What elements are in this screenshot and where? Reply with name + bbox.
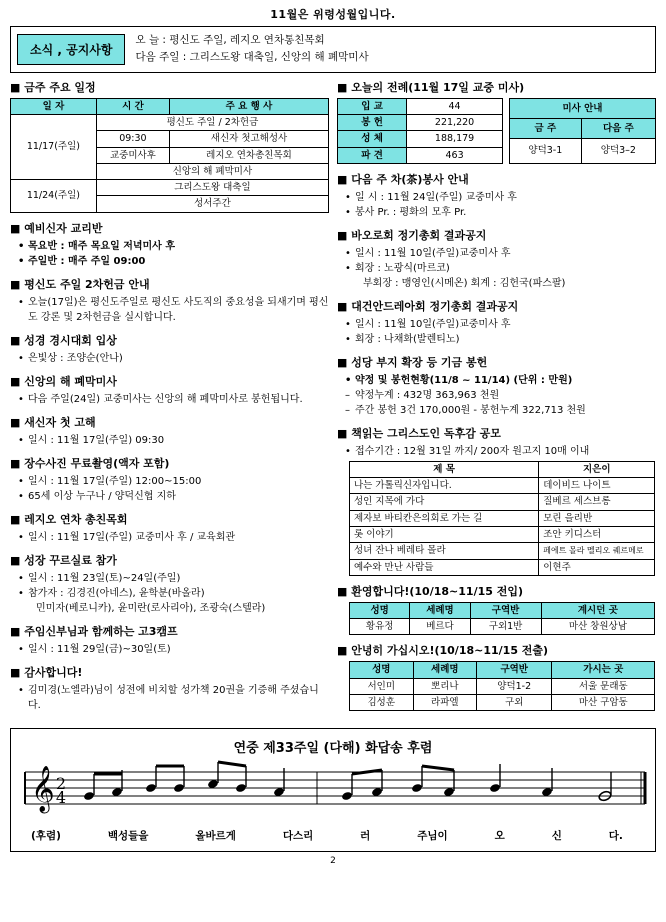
col-baptismal-name: 세례명 xyxy=(410,602,470,618)
section-items xyxy=(345,444,656,459)
book-list-table xyxy=(349,461,655,576)
section-title: ■ 대건안드레아회 정기총회 결과공지 xyxy=(337,298,656,314)
list-item: • 봉사 Pr. : 평화의 모후 Pr. xyxy=(345,205,656,220)
cell-label: 입 교 xyxy=(338,98,407,114)
list-item: 부회장 : 맹영인(시메온) 회계 : 김헌국(파스팔) xyxy=(363,277,566,289)
top-note: 11월은 위령성월입니다. xyxy=(270,8,396,21)
cell-label: 파 견 xyxy=(338,147,407,163)
table-row xyxy=(350,494,655,510)
section-items xyxy=(18,295,329,325)
cell-value: 221,220 xyxy=(407,114,503,130)
section-items xyxy=(345,246,656,291)
section-title: ■ 예비신자 교리반 xyxy=(10,220,329,236)
section-thanks xyxy=(10,664,329,713)
section-items xyxy=(18,239,329,269)
lyric-word: 신 xyxy=(551,829,562,842)
list-item: – 약정누계 : 432명 363,963 천원 xyxy=(345,388,656,403)
col-district: 구역반 xyxy=(470,602,541,618)
farewell-title: ■ 안녕히 가십시오!(10/18~11/15 전출) xyxy=(337,642,656,658)
section-items xyxy=(345,373,656,418)
list-item: – 주간 봉헌 3건 170,000원 - 봉헌누계 322,713 천원 xyxy=(345,403,656,418)
section-title: ■ 책읽는 그리스도인 독후감 공모 xyxy=(337,425,656,441)
list-item: • 목요반 : 매주 목요일 저녁미사 후 xyxy=(18,239,329,254)
section-andrew-assembly xyxy=(337,298,656,347)
table-row xyxy=(11,114,329,130)
content-columns xyxy=(10,79,656,720)
table-row xyxy=(509,118,655,138)
col-destination: 가시는 곳 xyxy=(552,662,655,678)
section-building-fund xyxy=(337,354,656,418)
section-photo-shoot xyxy=(10,455,329,504)
cell-time: 09:30 xyxy=(96,131,169,147)
table-header-row xyxy=(350,602,655,618)
section-second-collection xyxy=(10,276,329,325)
page-number: 2 xyxy=(330,855,336,866)
table-row xyxy=(350,510,655,526)
section-cursillo xyxy=(10,552,329,616)
col-baptismal-name: 세례명 xyxy=(413,662,477,678)
cell-book-title: 성인 지목에 가다 xyxy=(350,494,539,510)
header-lines xyxy=(135,32,368,67)
header-today-value: 평신도 주일, 레지오 연차통친목회 xyxy=(169,34,325,46)
lyrics-row xyxy=(17,826,649,843)
cell-destination: 마산 구암동 xyxy=(552,695,655,711)
section-items xyxy=(345,317,656,347)
cell-header: 다음 주 xyxy=(581,118,655,138)
table-header-row xyxy=(11,98,329,114)
section-title: ■ 신앙의 해 폐막미사 xyxy=(10,373,329,389)
list-item: • 참가자 : 김경진(아네스), 윤학분(바올라) xyxy=(18,586,329,601)
col-name: 성명 xyxy=(350,602,410,618)
section-title: ■ 다음 주 차(茶)봉사 안내 xyxy=(337,171,656,187)
staff-svg xyxy=(17,758,653,826)
right-column xyxy=(337,79,656,719)
table-row xyxy=(350,619,655,635)
treble-clef-icon: 𝄞 xyxy=(31,765,55,812)
section-first-confession xyxy=(10,414,329,448)
col-book-title: 제 목 xyxy=(350,461,539,477)
table-header-row xyxy=(350,662,655,678)
header-today-label: 오 늘 : xyxy=(135,34,166,46)
table-row xyxy=(350,678,655,694)
table-row xyxy=(338,114,503,130)
table-row xyxy=(338,131,503,147)
list-item: • 일시 : 11월 29일(금)~30일(토) xyxy=(18,642,329,657)
section-title: ■ 장수사진 무료촬영(액자 포함) xyxy=(10,455,329,471)
left-column xyxy=(10,79,329,720)
section-legio-meeting xyxy=(10,511,329,545)
cell-book-title: 성녀 잔나 베레타 몰라 xyxy=(350,543,539,559)
lyric-word: 오 xyxy=(494,829,505,842)
lyric-word: 주님이 xyxy=(417,829,448,842)
col-event: 주 요 행 사 xyxy=(169,98,328,114)
cell-value: 188,179 xyxy=(407,131,503,147)
music-score-box xyxy=(10,728,656,852)
section-book-review xyxy=(337,425,656,459)
cell-previous-place: 마산 창원상남 xyxy=(541,619,655,635)
section-tea-service xyxy=(337,171,656,220)
cell-book-title: 나는 가톨릭신자입니다. xyxy=(350,478,539,494)
lyric-word: 러 xyxy=(360,829,371,842)
section-items xyxy=(18,683,329,713)
list-item: • 약정 및 봉헌현황(11/8 ~ 11/14) (단위 : 만원) xyxy=(345,373,656,388)
cell-event: 평신도 주일 / 2차헌금 xyxy=(96,114,328,130)
cell-book-author: 데이비드 나이트 xyxy=(539,478,655,494)
list-item: • 일시 : 11월 10일(주일)교중미사 후 xyxy=(345,246,656,261)
section-items xyxy=(18,474,329,504)
table-row xyxy=(350,543,655,559)
cell-baptismal-name: 라파엘 xyxy=(413,695,477,711)
cell-event: 신앙의 해 폐막미사 xyxy=(96,163,328,179)
section-paul-assembly xyxy=(337,227,656,291)
cell-book-author: 모린 을리반 xyxy=(539,510,655,526)
cell-district: 구외1반 xyxy=(470,619,541,635)
farewell-table xyxy=(349,661,655,711)
cell-district: 구외 xyxy=(477,695,552,711)
col-book-author: 지은이 xyxy=(539,461,655,477)
cell-destination: 서울 문래동 xyxy=(552,678,655,694)
cell-name: 황유정 xyxy=(350,619,410,635)
section-title: ■ 감사합니다! xyxy=(10,664,329,680)
offering-tables xyxy=(337,98,656,164)
farewell-section xyxy=(337,642,656,711)
list-item: • 주일반 : 매주 주일 09:00 xyxy=(18,254,329,269)
table-row xyxy=(338,147,503,163)
mass-guide-title: 미사 안내 xyxy=(509,98,655,118)
list-item: • 은빛상 : 조양순(안나) xyxy=(18,351,329,366)
section-title: ■ 바오로회 정기총회 결과공지 xyxy=(337,227,656,243)
cell-event: 성서주간 xyxy=(96,196,328,212)
col-previous-place: 계시던 곳 xyxy=(541,602,655,618)
header-next-label: 다음 주일 : xyxy=(135,51,187,64)
section-faith-year-closing xyxy=(10,373,329,407)
list-item: • 일시 : 11월 17일(주일) 교중미사 후 / 교육회관 xyxy=(18,530,329,545)
table-row xyxy=(338,98,503,114)
cell-time: 교중미사후 xyxy=(96,147,169,163)
section-items xyxy=(18,433,329,448)
cell-value: 양덕3–2 xyxy=(581,138,655,163)
cell-date: 11/24(주일) xyxy=(11,180,97,213)
mass-guide-table xyxy=(509,98,656,164)
cell-date: 11/17(주일) xyxy=(11,114,97,179)
list-item: • 회장 : 나채화(발렌티노) xyxy=(345,332,656,347)
music-staff xyxy=(17,758,649,826)
today-liturgy-section xyxy=(337,79,656,164)
section-items xyxy=(18,351,329,366)
list-item: 민미자(베로니카), 윤미란(로사리아), 조광숙(스텔라) xyxy=(36,602,266,614)
schedule-title: ■ 금주 주요 일정 xyxy=(10,79,329,95)
list-item: • 일 시 : 11월 24일(주일) 교중미사 후 xyxy=(345,190,656,205)
header-box xyxy=(10,26,656,73)
list-item: • 일시 : 11월 17일(주일) 12:00~15:00 xyxy=(18,474,329,489)
section-items xyxy=(18,530,329,545)
cell-value: 463 xyxy=(407,147,503,163)
lyric-word: 다스리 xyxy=(282,829,314,842)
cell-baptismal-name: 베르다 xyxy=(410,619,470,635)
list-item: • 65세 이상 누구나 / 양덕신협 지하 xyxy=(18,489,329,504)
section-bible-contest xyxy=(10,332,329,366)
col-district: 구역반 xyxy=(477,662,552,678)
schedule-section xyxy=(10,79,329,213)
col-time: 시 간 xyxy=(96,98,169,114)
section-items xyxy=(18,571,329,616)
cell-value: 양덕3-1 xyxy=(509,138,581,163)
offering-table xyxy=(337,98,503,164)
list-item: • 오늘(17일)은 평신도주일로 평신도 사도직의 중요성을 되새기며 평신도 강론 및 2차헌금을 실시합니다. xyxy=(18,295,329,325)
section-title: ■ 레지오 연차 총친목회 xyxy=(10,511,329,527)
section-senior-camp xyxy=(10,623,329,657)
section-items xyxy=(345,190,656,220)
book-list-section xyxy=(337,461,656,576)
cell-name: 김성훈 xyxy=(350,695,414,711)
section-title: ■ 성장 꾸르실료 참가 xyxy=(10,552,329,568)
header-today-row xyxy=(135,32,368,49)
section-catechumen xyxy=(10,220,329,269)
list-item: • 김미경(노엘라)님이 성전에 비치할 성가책 20권을 기증해 주셨습니다. xyxy=(18,683,329,713)
section-title: ■ 성당 부지 확장 등 기금 봉헌 xyxy=(337,354,656,370)
section-title: ■ 새신자 첫 고해 xyxy=(10,414,329,430)
list-item: • 접수기간 : 12월 31일 까지/ 200자 원고지 10매 이내 xyxy=(345,444,656,459)
time-signature-numerator: 2 xyxy=(55,773,67,793)
lyric-refrain-label: (후렴) xyxy=(31,829,61,842)
music-title: 연중 제33주일 (다해) 화답송 후렴 xyxy=(233,740,433,756)
cell-event: 그리스도왕 대축일 xyxy=(96,180,328,196)
cell-book-title: 예수와 만난 사람들 xyxy=(350,559,539,575)
schedule-table xyxy=(10,98,329,213)
table-header-row xyxy=(350,461,655,477)
section-title: ■ 평신도 주일 2차헌금 안내 xyxy=(10,276,329,292)
cell-book-author: 조안 키디스터 xyxy=(539,527,655,543)
welcome-title: ■ 환영합니다!(10/18~11/15 전입) xyxy=(337,583,656,599)
table-row xyxy=(11,180,329,196)
cell-book-author: 이현주 xyxy=(539,559,655,575)
table-row xyxy=(509,98,655,118)
table-row xyxy=(509,138,655,163)
section-title: ■ 주임신부님과 함께하는 고3캠프 xyxy=(10,623,329,639)
cell-book-author: 질베르 세스브롱 xyxy=(539,494,655,510)
cell-book-title: 롯 이야기 xyxy=(350,527,539,543)
welcome-table xyxy=(349,602,655,636)
today-liturgy-title: ■ 오늘의 전례(11월 17일 교중 미사) xyxy=(337,79,656,95)
cell-value: 44 xyxy=(407,98,503,114)
col-date: 일 자 xyxy=(11,98,97,114)
cell-event: 새신자 첫고해성사 xyxy=(169,131,328,147)
table-row xyxy=(350,559,655,575)
header-next-value: 그리스도왕 대축일, 신앙의 해 폐막미사 xyxy=(189,51,369,64)
cell-district: 양덕1-2 xyxy=(477,678,552,694)
time-signature-denominator: 4 xyxy=(55,787,67,807)
section-title: ■ 성경 경시대회 입상 xyxy=(10,332,329,348)
list-item: • 일시 : 11월 10일(주일)교중미사 후 xyxy=(345,317,656,332)
cell-event: 레지오 연차총친목회 xyxy=(169,147,328,163)
cell-book-title: 제자보 바티칸은의회로 가는 길 xyxy=(350,510,539,526)
table-row xyxy=(350,695,655,711)
col-name: 성명 xyxy=(350,662,414,678)
cell-book-author: 페에트 몰라 멜리오 퀘르메로 xyxy=(539,543,655,559)
section-items xyxy=(18,392,329,407)
lyric-word: 다. xyxy=(608,829,623,842)
cell-label: 봉 헌 xyxy=(338,114,407,130)
welcome-section xyxy=(337,583,656,636)
cell-label: 성 체 xyxy=(338,131,407,147)
list-item: • 회장 : 노광식(마르코) xyxy=(345,261,656,276)
table-row xyxy=(350,478,655,494)
list-item: • 다음 주일(24일) 교중미사는 신앙의 해 폐막미사로 봉헌됩니다. xyxy=(18,392,329,407)
cell-baptismal-name: 뽀리나 xyxy=(413,678,477,694)
list-item: • 일시 : 11월 17일(주일) 09:30 xyxy=(18,433,329,448)
lyric-word: 백성들을 xyxy=(107,829,149,842)
list-item: • 일시 : 11월 23일(토)~24일(주일) xyxy=(18,571,329,586)
header-next-row xyxy=(135,49,368,66)
cell-name: 서인미 xyxy=(350,678,414,694)
lyric-word: 올바르게 xyxy=(195,829,236,842)
header-badge: 소식 , 공지사항 xyxy=(17,34,125,65)
section-items xyxy=(18,642,329,657)
cell-header: 금 주 xyxy=(509,118,581,138)
table-row xyxy=(350,527,655,543)
